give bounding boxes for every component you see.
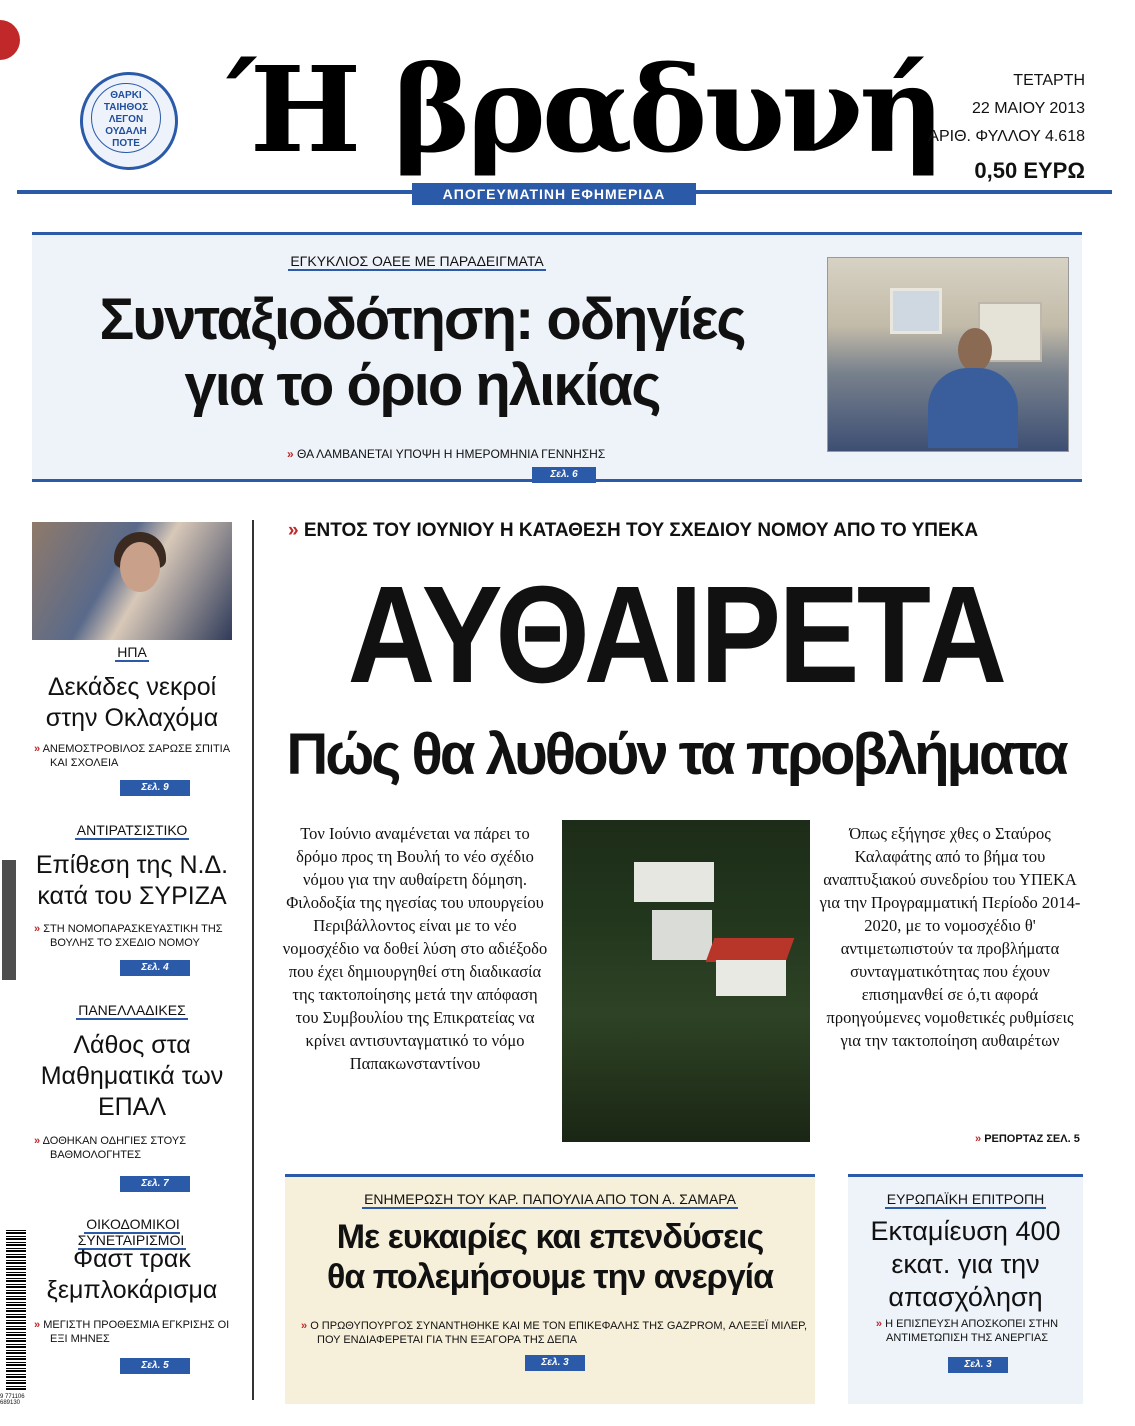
main-story-column-right: Όπως εξήγησε χθες ο Σταύρος Καλαφάτης από το βήμα του αναπτυξιακού συνεδρίου του ΥΠΕΚΑ για την Προγραμματική Περίοδο 2014-2020, με το νομοσχέδιο θ' αντιμετωπιστούν τα προβλήματα συνταγματικότητας που έχουν επισημανθεί σε ό,τι αφορά προηγούμενες νομοθετικές ρυθμίσεις για την τακτοποίηση αυθαιρέτων <box>819 824 1081 1050</box>
bottom-mid-headline-line: Με ευκαιρίες και επενδύσεις <box>336 1218 764 1256</box>
bottom-right-headline: Εκταμίευση 400 εκατ. για την απασχόληση <box>870 1216 1061 1312</box>
sidebar-headline[interactable]: Λάθος στα Μαθηματικά των ΕΠΑΛ <box>40 1031 224 1121</box>
main-story-column-left: Τον Ιούνιο αναμένεται να πάρει το δρόμο προς τη Βουλή το νέο σχέδιο νόμου για την αυθαίρετη δόμηση. Φιλοδοξία της ηγεσίας του υπουργείου Περιβάλλοντος είναι με το νέο νομοσχέδιο να δοθεί λύση στο αδιέξοδο που έχει δημιουργηθεί στη διαδικασία της τακτοποίησης μετά την απόφαση του Συμβουλίου της Επικρατείας να κρίνει αντισυνταγματικό το νόμο Παπακωνσταντίνου <box>282 824 548 1073</box>
sidebar-headline[interactable]: Επίθεση της Ν.Δ. κατά του ΣΥΡΙΖΑ <box>35 851 229 910</box>
bottom-right-sub: » Η ΕΠΙΣΠΕΥΣΗ ΑΠΟΣΚΟΠΕΙ ΣΤΗΝ ΑΝΤΙΜΕΤΩΠΙΣΗ ΤΗΣ ΑΝΕΡΓΙΑΣ <box>875 1318 1059 1344</box>
bottom-mid-headline-line: θα πολεμήσουμε την ανεργία <box>327 1258 773 1296</box>
sidebar-kicker: ΗΠΑ <box>117 644 147 660</box>
main-story-kicker: » ΕΝΤΟΣ ΤΟΥ ΙΟΥΝΙΟΥ Η ΚΑΤΑΘΕΣΗ ΤΟΥ ΣΧΕΔΙΟΥ ΝΟΜΟΥ ΑΠΟ ΤΟ ΥΠΕΚΑ <box>288 520 979 541</box>
top-story-sub <box>287 447 605 461</box>
edge-mark <box>0 20 20 60</box>
top-story-kicker: ΕΓΚΥΚΛΙΟΣ ΟΑΕΕ ΜΕ ΠΑΡΑΔΕΙΓΜΑΤΑ <box>290 253 544 269</box>
chevron-right-icon: » <box>34 743 41 755</box>
sidebar-kicker: ΠΑΝΕΛΛΑΔΙΚΕΣ <box>78 1002 186 1018</box>
bottom-story-right[interactable] <box>848 1174 1083 1404</box>
sidebar-kicker: ΑΝΤΙΡΑΤΣΙΣΤΙΚΟ <box>76 822 188 838</box>
page-ref[interactable]: Σελ. 3 <box>525 1355 585 1371</box>
chevron-right-icon: » <box>875 1318 883 1330</box>
masthead-logo: Ή βραδυνή <box>228 40 941 179</box>
chevron-right-icon: » <box>34 1319 41 1331</box>
sidebar-sub: » ΣΤΗ ΝΟΜΟΠΑΡΑΣΚΕΥΑΣΤΙΚΗ ΤΗΣ ΒΟΥΛΗΣ ΤΟ ΣΧΕΔΙΟ ΝΟΜΟΥ <box>34 923 223 949</box>
barcode-number: 9 771106 689130 <box>0 1394 25 1406</box>
top-story[interactable] <box>32 232 1082 482</box>
page-ref[interactable]: Σελ. 4 <box>120 960 190 976</box>
chevron-right-icon: » <box>34 923 41 935</box>
sidebar-sub: » ΜΕΓΙΣΤΗ ΠΡΟΘΕΣΜΙΑ ΕΓΚΡΙΣΗΣ ΟΙ ΕΞΙ ΜΗΝΕΣ <box>34 1319 230 1345</box>
chevron-right-icon: » <box>287 447 294 461</box>
sidebar-headline[interactable]: Δεκάδες νεκροί στην Οκλαχόμα <box>45 673 219 732</box>
masthead-seal <box>80 72 178 170</box>
seal-text: ΘΑΡΚΙ ΤΑΙΗΘΟΣ ΛΕΓΟΝ ΟΥΔΑΛΗ ΠΟΤΕ <box>91 83 161 153</box>
sidebar-sub: » ΔΟΘΗΚΑΝ ΟΔΗΓΙΕΣ ΣΤΟΥΣ ΒΑΘΜΟΛΟΓΗΤΕΣ <box>34 1135 187 1161</box>
bottom-mid-sub: » Ο ΠΡΩΘΥΠΟΥΡΓΟΣ ΣΥΝΑΝΤΗΘΗΚΕ ΚΑΙ ΜΕ ΤΟΝ ΕΠΙΚΕΦΑΛΗΣ ΤΗΣ GAZPROM, ΑΛΕΞΕΪ ΜΙΛΕΡ, ΠΟΥ ΕΝΔΙΑΦΕΡΕΤΑΙ ΓΙΑ ΤΗΝ ΕΞΑΓΟΡΑ ΤΗΣ ΔΕΠΑ <box>301 1320 808 1346</box>
main-story-subhead: Πώς θα λυθούν τα προβλήματα <box>286 722 1066 787</box>
tornado-photo <box>32 522 232 640</box>
issue-date: 22 ΜΑΙΟΥ 2013 <box>971 100 1085 117</box>
chevron-right-icon: » <box>301 1320 308 1332</box>
chevron-right-icon: » <box>975 1133 982 1145</box>
page-ref[interactable]: Σελ. 7 <box>120 1176 190 1192</box>
page-ref[interactable]: Σελ. 6 <box>532 467 596 483</box>
edge-mark <box>2 860 16 980</box>
barcode <box>6 1230 26 1390</box>
page-ref[interactable]: Σελ. 3 <box>948 1357 1008 1373</box>
main-story-headline[interactable]: ΑΥΘΑΙΡΕΤΑ <box>347 558 1005 712</box>
issue-number: ΑΡΙΘ. ΦΥΛΛΟΥ 4.618 <box>928 128 1085 145</box>
sidebar-sub: » ΑΝΕΜΟΣΤΡΟΒΙΛΟΣ ΣΑΡΩΣΕ ΣΠΙΤΙΑ ΚΑΙ ΣΧΟΛΕΙΑ <box>34 743 230 769</box>
houses-photo <box>562 820 810 1142</box>
bottom-right-kicker: ΕΥΡΩΠΑΪΚΗ ΕΠΙΤΡΟΠΗ <box>886 1191 1045 1207</box>
bottom-mid-kicker: ΕΝΗΜΕΡΩΣΗ ΤΟΥ ΚΑΡ. ΠΑΠΟΥΛΙΑ ΑΠΟ ΤΟΝ Α. ΣΑΜΑΡΑ <box>364 1191 736 1207</box>
top-story-headline-line: Συνταξιοδότηση: οδηγίες <box>99 287 745 352</box>
sidebar-kicker: ΟΙΚΟΔΟΜΙΚΟΙ ΣΥΝΕΤΑΙΡΙΣΜΟΙ <box>77 1216 185 1248</box>
page-ref[interactable]: Σελ. 9 <box>120 780 190 796</box>
bottom-story-mid[interactable] <box>285 1174 815 1404</box>
top-story-headline-line: για το όριο ηλικίας <box>184 353 660 418</box>
sidebar-headline[interactable]: Φαστ τρακ ξεμπλοκάρισμα <box>46 1245 218 1304</box>
issue-day: ΤΕΤΑΡΤΗ <box>1013 72 1085 89</box>
issue-price: 0,50 ΕΥΡΩ <box>974 158 1085 183</box>
masthead-tagline: ΑΠΟΓΕΥΜΑΤΙΝΗ ΕΦΗΜΕΡΙΔΑ <box>412 183 696 205</box>
report-ref[interactable]: » ΡΕΠΟΡΤΑΖ ΣΕΛ. 5 <box>975 1133 1080 1145</box>
page-ref[interactable]: Σελ. 5 <box>120 1358 190 1374</box>
office-photo <box>827 257 1069 452</box>
column-divider <box>252 520 254 1400</box>
top-story-sub-text: ΘΑ ΛΑΜΒΑΝΕΤΑΙ ΥΠΟΨΗ Η ΗΜΕΡΟΜΗΝΙΑ ΓΕΝΝΗΣΗΣ <box>297 447 606 461</box>
top-story-headline <box>52 287 792 419</box>
bottom-mid-headline <box>285 1217 815 1297</box>
chevron-right-icon: » <box>288 520 299 541</box>
chevron-right-icon: » <box>34 1135 41 1147</box>
